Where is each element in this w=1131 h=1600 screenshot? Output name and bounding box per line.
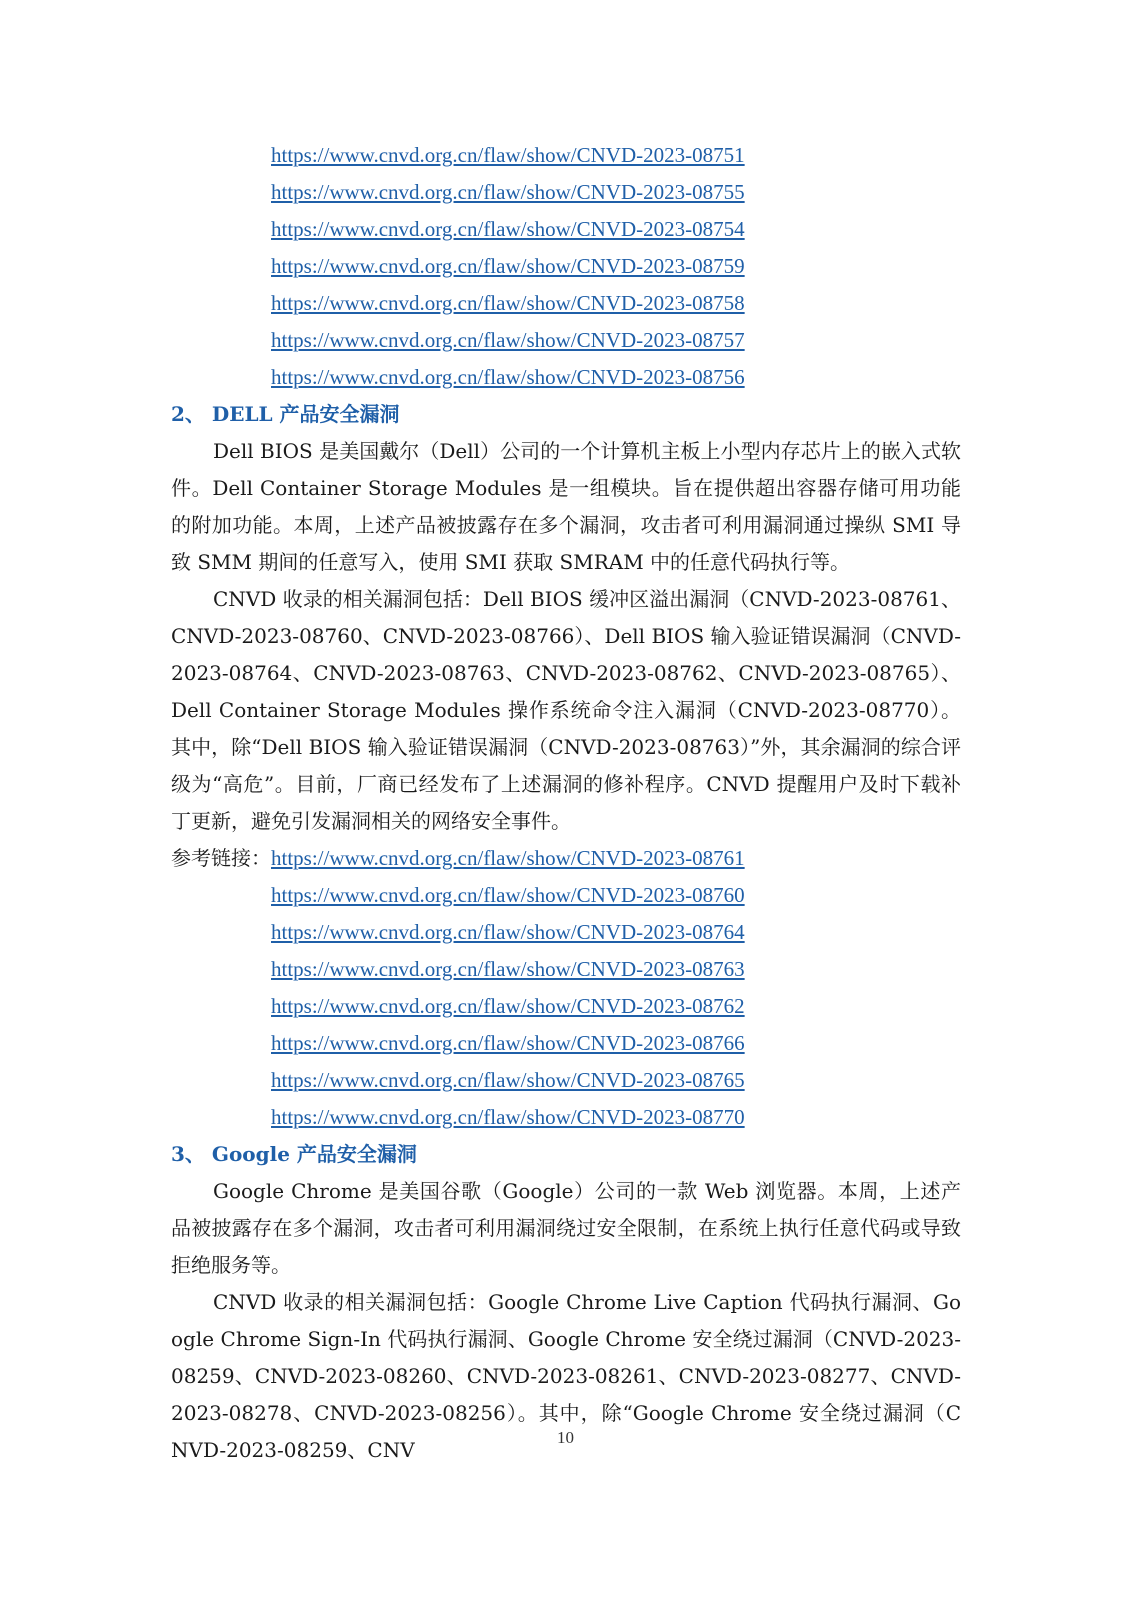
link-line: [171, 285, 961, 322]
reference-link[interactable]: https://www.cnvd.org.cn/flaw/show/CNVD-2023-08757: [271, 328, 745, 352]
reference-link[interactable]: https://www.cnvd.org.cn/flaw/show/CNVD-2023-08765: [271, 1068, 745, 1092]
dell-description-paragraph: Dell BIOS 是美国戴尔（Dell）公司的一个计算机主板上小型内存芯片上的嵌入式软件。Dell Container Storage Modules 是一组模块。旨在提供超出容器存储可用功能的附加功能。本周，上述产品被披露存在多个漏洞，攻击者可利用漏洞通过操纵 SMI 导致 SMM 期间的任意写入，使用 SMI 获取 SMRAM 中的任意代码执行等。: [171, 439, 961, 574]
link-line: [171, 211, 961, 248]
reference-link[interactable]: https://www.cnvd.org.cn/flaw/show/CNVD-2023-08755: [271, 180, 745, 204]
reference-link[interactable]: https://www.cnvd.org.cn/flaw/show/CNVD-2023-08760: [271, 883, 745, 907]
link-line: [171, 174, 961, 211]
reference-links-header: [171, 840, 961, 877]
page-number: 10: [557, 1428, 574, 1447]
link-line: [171, 137, 961, 174]
link-line: [171, 877, 961, 914]
reference-link[interactable]: https://www.cnvd.org.cn/flaw/show/CNVD-2023-08766: [271, 1031, 745, 1055]
reference-link[interactable]: https://www.cnvd.org.cn/flaw/show/CNVD-2023-08763: [271, 957, 745, 981]
section-heading-google: 3、 Google 产品安全漏洞: [171, 1142, 417, 1166]
section-heading-dell: 2、 DELL 产品安全漏洞: [171, 402, 400, 426]
link-line: [171, 1062, 961, 1099]
google-description-paragraph: Google Chrome 是美国谷歌（Google）公司的一款 Web 浏览器。本周，上述产品被披露存在多个漏洞，攻击者可利用漏洞绕过安全限制，在系统上执行任意代码或导致拒绝服务等。: [171, 1179, 961, 1277]
reference-link[interactable]: https://www.cnvd.org.cn/flaw/show/CNVD-2023-08759: [271, 254, 745, 278]
link-line: [171, 951, 961, 988]
link-line: [171, 248, 961, 285]
reference-link[interactable]: https://www.cnvd.org.cn/flaw/show/CNVD-2023-08756: [271, 365, 745, 389]
link-line: [171, 359, 961, 396]
link-line: [171, 322, 961, 359]
document-body: [171, 137, 961, 1469]
link-line: [171, 914, 961, 951]
reference-link[interactable]: https://www.cnvd.org.cn/flaw/show/CNVD-2023-08762: [271, 994, 745, 1018]
reference-link[interactable]: https://www.cnvd.org.cn/flaw/show/CNVD-2023-08754: [271, 217, 745, 241]
reference-link[interactable]: https://www.cnvd.org.cn/flaw/show/CNVD-2023-08770: [271, 1105, 745, 1129]
reference-label: 参考链接：: [171, 846, 271, 870]
link-line: [171, 1025, 961, 1062]
reference-link[interactable]: https://www.cnvd.org.cn/flaw/show/CNVD-2023-08758: [271, 291, 745, 315]
dell-vulnerabilities-paragraph: CNVD 收录的相关漏洞包括：Dell BIOS 缓冲区溢出漏洞（CNVD-2023-08761、CNVD-2023-08760、CNVD-2023-08766）、Dell BIOS 输入验证错误漏洞（CNVD-2023-08764、CNVD-2023-08763、CNVD-2023-08762、CNVD-2023-08765）、Dell Container Storage Modules 操作系统命令注入漏洞（CNVD-2023-08770）。其中，除“Dell BIOS 输入验证错误漏洞（CNVD-2023-08763）”外，其余漏洞的综合评级为“高危”。目前，厂商已经发布了上述漏洞的修补程序。CNVD 提醒用户及时下载补丁更新，避免引发漏洞相关的网络安全事件。: [171, 587, 961, 833]
reference-link[interactable]: https://www.cnvd.org.cn/flaw/show/CNVD-2023-08751: [271, 143, 745, 167]
link-line: [171, 1099, 961, 1136]
google-vulnerabilities-paragraph: CNVD 收录的相关漏洞包括：Google Chrome Live Caption 代码执行漏洞、Google Chrome Sign-In 代码执行漏洞、Google Chrome 安全绕过漏洞（CNVD-2023-08259、CNVD-2023-08260、CNVD-2023-08261、CNVD-2023-08277、CNVD-2023-08278、CNVD-2023-08256）。其中，除“Google Chrome 安全绕过漏洞（CNVD-2023-08259、CNV: [171, 1290, 961, 1462]
reference-link[interactable]: https://www.cnvd.org.cn/flaw/show/CNVD-2023-08764: [271, 920, 745, 944]
reference-link[interactable]: https://www.cnvd.org.cn/flaw/show/CNVD-2023-08761: [271, 846, 745, 870]
link-line: [171, 988, 961, 1025]
